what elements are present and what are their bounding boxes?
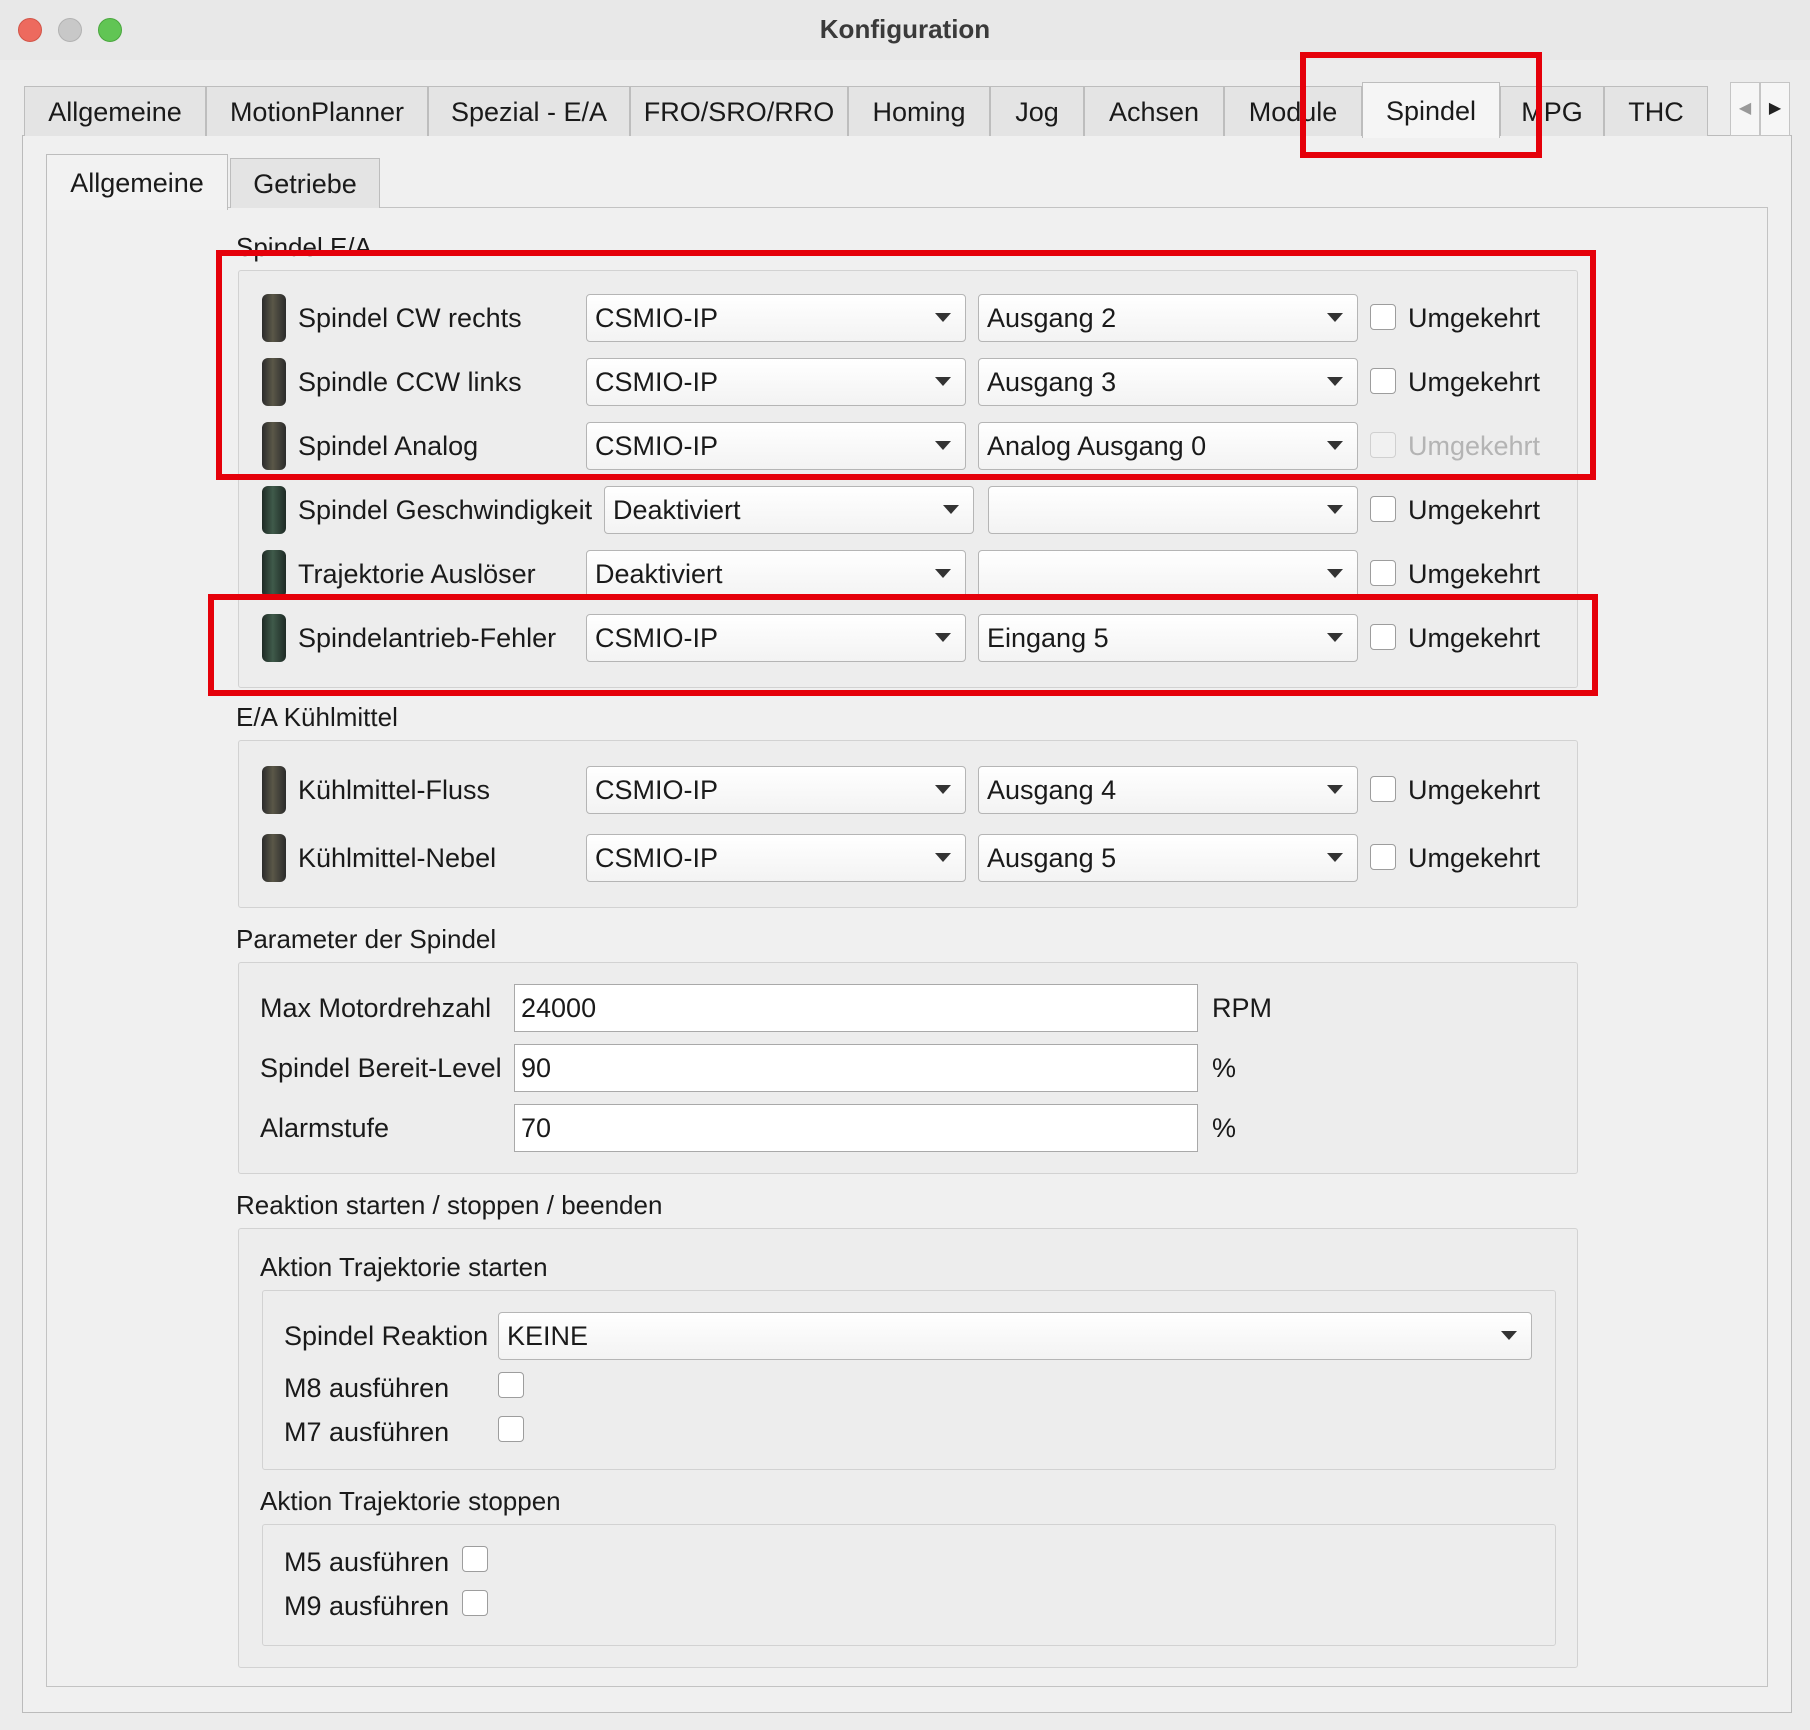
tab-module[interactable]: Module — [1224, 86, 1362, 136]
trajectory-trigger-inverted-checkbox[interactable] — [1370, 560, 1396, 586]
spindle-drive-fault-label: Spindelantrieb-Fehler — [298, 623, 557, 653]
spindle-cw-inverted-label: Umgekehrt — [1408, 303, 1541, 333]
spindle-analog-port-value: Analog Ausgang 0 — [987, 431, 1207, 461]
spindle-speed-inverted-label: Umgekehrt — [1408, 495, 1541, 525]
subtab-allgemeine[interactable]: Allgemeine — [46, 154, 228, 210]
coolant-flood-port-value: Ausgang 4 — [987, 775, 1117, 805]
spindle-ready-level-label: Spindel Bereit-Level — [260, 1053, 502, 1083]
chevron-down-icon — [935, 853, 951, 862]
tab-spindel[interactable]: Spindel — [1362, 82, 1500, 138]
coolant-flood-led-icon — [262, 766, 286, 814]
spindle-reaction-value: KEINE — [507, 1321, 589, 1351]
spindle-ready-level-input[interactable]: 90 — [514, 1044, 1198, 1092]
spindle-ccw-inverted-label: Umgekehrt — [1408, 367, 1541, 397]
coolant-mist-inverted-label: Umgekehrt — [1408, 843, 1541, 873]
coolant-flood-device-value: CSMIO-IP — [595, 775, 719, 805]
spindle-reaction-label: Spindel Reaktion — [284, 1321, 489, 1351]
trajectory-trigger-device-value: Deaktiviert — [595, 559, 723, 589]
trajectory-trigger-led-icon — [262, 550, 286, 598]
m7-label: M7 ausführen — [284, 1417, 450, 1447]
m9-label: M9 ausführen — [284, 1591, 450, 1621]
spindle-speed-label: Spindel Geschwindigkeit — [298, 495, 593, 525]
tab-homing[interactable]: Homing — [848, 86, 990, 136]
tab-fro-sro-rro[interactable]: FRO/SRO/RRO — [630, 86, 848, 136]
highlight-spindle-drive-fault — [208, 594, 1598, 696]
spindle-params-title: Parameter der Spindel — [236, 924, 497, 954]
alarm-level-unit: % — [1212, 1113, 1237, 1143]
coolant-flood-label: Kühlmittel-Fluss — [298, 775, 491, 805]
spindle-ccw-port-value: Ausgang 3 — [987, 367, 1117, 397]
spindle-speed-led-icon — [262, 486, 286, 534]
max-motor-speed-unit: RPM — [1212, 993, 1272, 1023]
tab-thc[interactable]: THC — [1604, 86, 1708, 136]
m5-label: M5 ausführen — [284, 1547, 450, 1577]
spindle-cw-port-value: Ausgang 2 — [987, 303, 1117, 333]
chevron-down-icon — [1501, 1331, 1517, 1340]
spindle-cw-device-value: CSMIO-IP — [595, 303, 719, 333]
spindle-analog-inverted-label: Umgekehrt — [1408, 431, 1541, 461]
highlight-spindel-tab — [1300, 52, 1542, 158]
coolant-mist-inverted-checkbox[interactable] — [1370, 844, 1396, 870]
coolant-flood-inverted-checkbox[interactable] — [1370, 776, 1396, 802]
spindle-ready-level-unit: % — [1212, 1053, 1237, 1083]
coolant-flood-device-select[interactable] — [586, 766, 966, 814]
spindle-ccw-label: Spindle CCW links — [298, 367, 522, 397]
tab-allgemeine[interactable]: Allgemeine — [24, 86, 206, 136]
alarm-level-input[interactable]: 70 — [514, 1104, 1198, 1152]
m7-checkbox[interactable] — [498, 1416, 524, 1442]
trajectory-trigger-label: Trajektorie Auslöser — [298, 559, 536, 589]
start-action-title: Aktion Trajektorie starten — [260, 1252, 548, 1282]
window-title: Konfiguration — [819, 14, 991, 44]
tab-scroll-left-icon[interactable]: ◀ — [1730, 82, 1760, 136]
spindle-analog-label: Spindel Analog — [298, 431, 479, 461]
tab-scroll-right-icon[interactable]: ▶ — [1760, 82, 1790, 136]
spindle-cw-label: Spindel CW rechts — [298, 303, 522, 333]
tab-achsen[interactable]: Achsen — [1084, 86, 1224, 136]
spindle-drive-fault-inverted-label: Umgekehrt — [1408, 623, 1541, 653]
m8-checkbox[interactable] — [498, 1372, 524, 1398]
spindle-speed-device-value: Deaktiviert — [613, 495, 741, 525]
highlight-spindle-outputs — [216, 250, 1596, 480]
coolant-mist-led-icon — [262, 834, 286, 882]
coolant-mist-port-select[interactable] — [978, 834, 1358, 882]
m5-checkbox[interactable] — [462, 1546, 488, 1572]
spindle-speed-port-select[interactable] — [988, 486, 1358, 534]
chevron-down-icon — [1327, 785, 1343, 794]
m9-checkbox[interactable] — [462, 1590, 488, 1616]
trajectory-trigger-port-select[interactable] — [978, 550, 1358, 598]
tab-mpg[interactable]: MPG — [1500, 86, 1604, 136]
spindle-drive-fault-device-value: CSMIO-IP — [595, 623, 719, 653]
spindle-io-title: Spindel E/A — [236, 232, 372, 262]
reactions-title: Reaktion starten / stoppen / beenden — [236, 1190, 663, 1220]
coolant-mist-device-value: CSMIO-IP — [595, 843, 719, 873]
chevron-down-icon — [943, 505, 959, 514]
chevron-down-icon — [935, 569, 951, 578]
spindle-reaction-select[interactable] — [498, 1312, 1532, 1360]
chevron-down-icon — [935, 785, 951, 794]
chevron-down-icon — [1327, 505, 1343, 514]
chevron-down-icon — [1327, 569, 1343, 578]
stop-action-group — [262, 1524, 1556, 1646]
spindle-speed-inverted-checkbox[interactable] — [1370, 496, 1396, 522]
spindle-analog-device-value: CSMIO-IP — [595, 431, 719, 461]
tab-spezial-ea[interactable]: Spezial - E/A — [428, 86, 630, 136]
coolant-mist-port-value: Ausgang 5 — [987, 843, 1117, 873]
tab-jog[interactable]: Jog — [990, 86, 1084, 136]
trajectory-trigger-device-select[interactable] — [586, 550, 966, 598]
coolant-io-title: E/A Kühlmittel — [236, 702, 398, 732]
subtab-getriebe[interactable]: Getriebe — [230, 158, 380, 208]
trajectory-trigger-inverted-label: Umgekehrt — [1408, 559, 1541, 589]
coolant-mist-label: Kühlmittel-Nebel — [298, 843, 497, 873]
coolant-flood-inverted-label: Umgekehrt — [1408, 775, 1541, 805]
m8-label: M8 ausführen — [284, 1373, 450, 1403]
spindle-speed-device-select[interactable] — [604, 486, 974, 534]
coolant-mist-device-select[interactable] — [586, 834, 966, 882]
chevron-down-icon — [1327, 853, 1343, 862]
tab-motionplanner[interactable]: MotionPlanner — [206, 86, 428, 136]
alarm-level-label: Alarmstufe — [260, 1113, 390, 1143]
spindle-ccw-device-value: CSMIO-IP — [595, 367, 719, 397]
max-motor-speed-label: Max Motordrehzahl — [260, 993, 492, 1023]
spindle-drive-fault-port-value: Eingang 5 — [987, 623, 1109, 653]
max-motor-speed-input[interactable]: 24000 — [514, 984, 1198, 1032]
coolant-flood-port-select[interactable] — [978, 766, 1358, 814]
stop-action-title: Aktion Trajektorie stoppen — [260, 1486, 561, 1516]
